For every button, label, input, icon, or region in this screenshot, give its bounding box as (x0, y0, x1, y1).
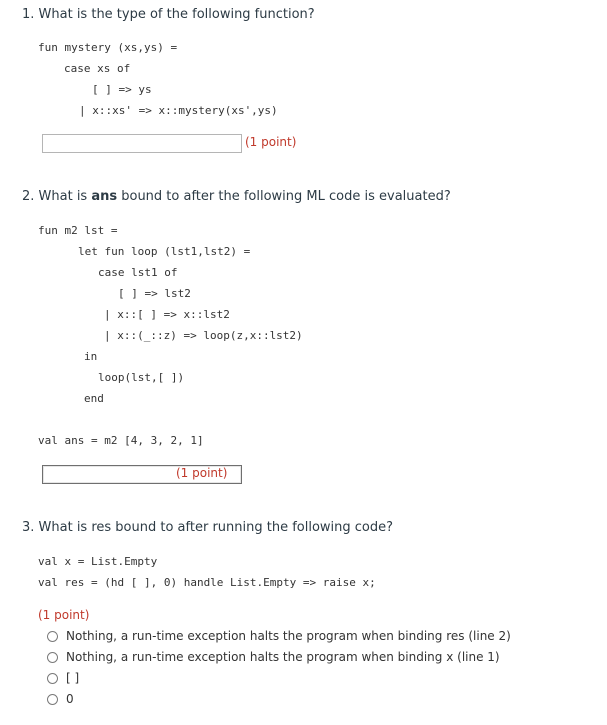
q3-option-label[interactable]: Nothing, a run-time exception halts the program when binding x (line 1) (66, 650, 500, 664)
question-2-bold-term: ans (91, 189, 118, 204)
q2-code-line: | x::[ ] => x::lst2 (104, 308, 230, 321)
q1-code-line: case xs of (64, 62, 131, 75)
q1-points: (1 point) (245, 135, 297, 149)
q3-points: (1 point) (38, 608, 90, 622)
q3-code-line: val x = List.Empty (38, 555, 158, 568)
question-2-text: 2. What is ans bound to after the following ML code is evaluated? (22, 189, 451, 204)
q3-option-radio[interactable] (47, 673, 58, 684)
q3-option-radio[interactable] (47, 652, 58, 663)
q3-option-radio[interactable] (47, 631, 58, 642)
q2-code-line: val ans = m2 [4, 3, 2, 1] (38, 434, 204, 447)
question-3-text: 3. What is res bound to after running the following code? (22, 520, 394, 535)
q2-code-line: end (84, 392, 104, 405)
q3-code-line: val res = (hd [ ], 0) handle List.Empty => raise x; (38, 576, 376, 589)
q2-code-line: case lst1 of (98, 266, 178, 279)
q3-option-radio[interactable] (47, 694, 58, 705)
q1-code-line: [ ] => ys (92, 83, 152, 96)
q1-code-line: | x::xs' => x::mystery(xs',ys) (79, 104, 278, 117)
question-1-text: 1. What is the type of the following function? (22, 7, 315, 22)
q2-points: (1 point) (176, 466, 228, 480)
q1-answer-input[interactable] (42, 134, 242, 153)
q3-option-label[interactable]: Nothing, a run-time exception halts the program when binding res (line 2) (66, 629, 511, 643)
q3-option-label[interactable]: [ ] (66, 671, 80, 685)
q1-code-line: fun mystery (xs,ys) = (38, 41, 178, 54)
q2-code-line: in (84, 350, 98, 363)
q3-option-label[interactable]: 0 (66, 692, 74, 706)
q2-code-line: loop(lst,[ ]) (98, 371, 185, 384)
q2-code-line: let fun loop (lst1,lst2) = (78, 245, 251, 258)
q2-code-line: fun m2 lst = (38, 224, 118, 237)
q2-code-line: [ ] => lst2 (118, 287, 191, 300)
q2-code-line: | x::(_::z) => loop(z,x::lst2) (104, 329, 303, 342)
